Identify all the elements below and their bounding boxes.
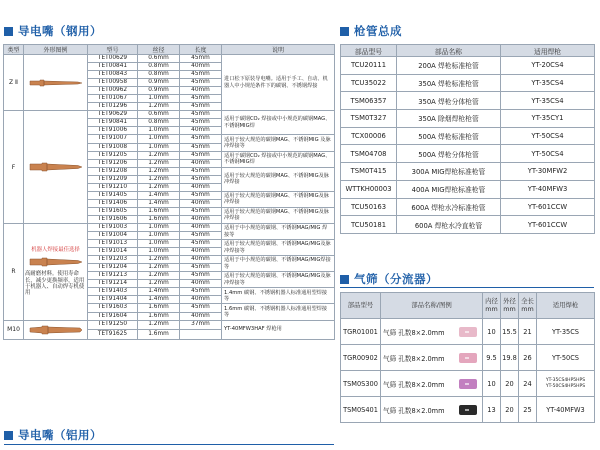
table-header-row bbox=[341, 293, 595, 319]
section-title-nozzle-steel: 导电嘴（钢用） bbox=[4, 22, 102, 40]
type-cell: Z Ⅱ bbox=[4, 55, 24, 111]
wire-diameter-cell: 1.0mm bbox=[138, 240, 180, 248]
gas-diffuser-icon bbox=[457, 377, 479, 391]
model-cell: TET91214 bbox=[88, 280, 138, 288]
length-cell: 45mm bbox=[180, 232, 222, 240]
section-divider bbox=[340, 287, 594, 288]
wire-diameter-cell: 0.6mm bbox=[138, 111, 180, 119]
table-row bbox=[4, 55, 335, 63]
table-row bbox=[341, 127, 595, 145]
square-bullet-icon bbox=[340, 27, 349, 36]
section-divider bbox=[4, 444, 334, 445]
wire-diameter-cell: 1.6mm bbox=[138, 207, 180, 215]
table-row bbox=[341, 319, 595, 345]
wire-diameter-cell: 1.4mm bbox=[138, 199, 180, 207]
highlight-note: 机器人焊接最佳选择 bbox=[31, 247, 80, 254]
length-cell: 45mm bbox=[180, 103, 222, 111]
table-row bbox=[341, 110, 595, 128]
length-cell: 45mm bbox=[180, 119, 222, 127]
table-row bbox=[4, 320, 335, 330]
part-name-wrap bbox=[383, 351, 482, 365]
applicable-gun-cell: YT-35CS4 bbox=[501, 92, 595, 110]
outer-dimension-cell: 15.5 bbox=[501, 319, 519, 345]
part-name-wrap bbox=[383, 377, 482, 391]
applicable-gun-cell: YT-50CS4 bbox=[501, 145, 595, 163]
applicable-gun-cell: YT-40MFW3 bbox=[537, 397, 595, 423]
model-cell: TET00843 bbox=[88, 71, 138, 79]
wire-diameter-cell: 0.6mm bbox=[138, 55, 180, 63]
model-cell: TET91205 bbox=[88, 151, 138, 159]
length-cell: 40mm bbox=[180, 159, 222, 167]
model-cell: TET00841 bbox=[88, 63, 138, 71]
length-cell: 40mm bbox=[180, 199, 222, 207]
length-cell: 40mm bbox=[180, 223, 222, 231]
part-number-cell: WTTKH00003 bbox=[341, 180, 397, 198]
wire-diameter-cell: 1.0mm bbox=[138, 223, 180, 231]
part-name-cell: 350A 焊枪分体枪管 bbox=[397, 92, 501, 110]
outer-dimension-cell: 19.8 bbox=[501, 345, 519, 371]
model-cell: TET00958 bbox=[88, 79, 138, 87]
column-header: 内径mm bbox=[483, 293, 501, 319]
wire-diameter-cell: 1.6mm bbox=[138, 215, 180, 223]
table-row bbox=[341, 145, 595, 163]
length-dimension-cell: 24 bbox=[519, 371, 537, 397]
illustration-cell bbox=[24, 111, 88, 224]
length-cell: 45mm bbox=[180, 151, 222, 159]
wire-diameter-cell: 1.2mm bbox=[138, 280, 180, 288]
column-header: 丝径 bbox=[138, 45, 180, 55]
outer-dimension-cell: 20 bbox=[501, 371, 519, 397]
model-cell: TET91003 bbox=[88, 223, 138, 231]
inner-dimension-cell: 10 bbox=[483, 371, 501, 397]
part-number-cell: TGR00902 bbox=[341, 345, 381, 371]
illustration-cell bbox=[24, 320, 88, 339]
table-row bbox=[341, 180, 595, 198]
part-name-cell: 200A 焊枪标准枪管 bbox=[397, 57, 501, 75]
applicable-gun-cell: YT-601CCW bbox=[501, 198, 595, 216]
wire-diameter-cell: 1.0mm bbox=[138, 143, 180, 151]
part-name-wrap bbox=[383, 325, 482, 339]
wire-diameter-cell: 1.2mm bbox=[138, 103, 180, 111]
table-row bbox=[341, 397, 595, 423]
column-header: 全长mm bbox=[519, 293, 537, 319]
part-number-cell: TCX00006 bbox=[341, 127, 397, 145]
outer-dimension-cell: 20 bbox=[501, 397, 519, 423]
part-name-cell bbox=[381, 371, 483, 397]
length-cell bbox=[180, 330, 222, 340]
table-row bbox=[341, 92, 595, 110]
model-cell: TET91210 bbox=[88, 183, 138, 191]
length-cell: 45mm bbox=[180, 191, 222, 199]
section-title-gas-shield: 气筛（分流器） bbox=[340, 270, 438, 288]
column-header: 部品名称/图例 bbox=[381, 293, 483, 319]
model-cell: TET91250 bbox=[88, 320, 138, 330]
section-title-nozzle-aluminum: 导电嘴（铝用） bbox=[4, 426, 102, 444]
model-cell: TET91603 bbox=[88, 304, 138, 312]
wire-diameter-cell: 0.9mm bbox=[138, 87, 180, 95]
wire-diameter-cell: 0.9mm bbox=[138, 79, 180, 87]
applicable-gun-cell: YT-50CS4 bbox=[501, 127, 595, 145]
model-cell: TET90841 bbox=[88, 119, 138, 127]
length-cell: 40mm bbox=[180, 63, 222, 71]
model-cell: TET91404 bbox=[88, 296, 138, 304]
model-cell: TET91007 bbox=[88, 135, 138, 143]
length-cell: 45mm bbox=[180, 111, 222, 119]
model-cell: TET01296 bbox=[88, 103, 138, 111]
wire-diameter-cell: 1.2mm bbox=[138, 167, 180, 175]
square-bullet-icon bbox=[4, 431, 13, 440]
table-row bbox=[341, 216, 595, 234]
model-cell: TET91203 bbox=[88, 256, 138, 264]
description-cell: 适用于中小规范的碳钢、不锈钢MAG/MIG 焊接等 bbox=[222, 223, 335, 239]
model-cell: TET91013 bbox=[88, 240, 138, 248]
gas-shield-table bbox=[340, 292, 595, 423]
length-cell: 40mm bbox=[180, 127, 222, 135]
part-number-cell: TSM04708 bbox=[341, 145, 397, 163]
table-header-row bbox=[4, 45, 335, 55]
length-cell: 37mm bbox=[180, 320, 222, 330]
part-number-cell: TSM0T327 bbox=[341, 110, 397, 128]
applicable-gun-cell: YT-50CS bbox=[537, 345, 595, 371]
wire-diameter-cell: 0.8mm bbox=[138, 71, 180, 79]
wire-diameter-cell: 1.4mm bbox=[138, 288, 180, 296]
nozzle-illustration bbox=[25, 323, 86, 337]
model-cell: TET91403 bbox=[88, 288, 138, 296]
description-cell: 适用于较大规范的碳钢、不锈钢MAG/MIG及脉冲焊接等 bbox=[222, 272, 335, 288]
part-name-cell bbox=[381, 319, 483, 345]
table-row bbox=[341, 345, 595, 371]
applicable-gun-cell: YT-35CS bbox=[537, 319, 595, 345]
wire-diameter-cell: 1.6mm bbox=[138, 330, 180, 340]
nozzle-steel-table bbox=[3, 44, 335, 340]
nozzle-illustration bbox=[25, 160, 86, 174]
description-cell: 适用于较大规范的碳钢MAG、不锈钢MIG及脉冲焊接 bbox=[222, 167, 335, 191]
applicable-gun-cell bbox=[537, 371, 595, 397]
length-cell: 45mm bbox=[180, 167, 222, 175]
part-name-cell: 350A 焊枪标准枪管 bbox=[397, 74, 501, 92]
wire-diameter-cell: 1.0mm bbox=[138, 135, 180, 143]
length-cell: 45mm bbox=[180, 240, 222, 248]
model-cell: TET91008 bbox=[88, 143, 138, 151]
description-cell: 适用于较大规范的碳钢MAG、不锈钢MIG及脉冲焊接 bbox=[222, 207, 335, 223]
model-cell: TET91604 bbox=[88, 312, 138, 320]
length-cell: 45mm bbox=[180, 272, 222, 280]
table-row bbox=[341, 163, 595, 181]
model-cell: TET91406 bbox=[88, 199, 138, 207]
part-name-wrap bbox=[383, 403, 482, 417]
length-cell: 40mm bbox=[180, 280, 222, 288]
model-cell: TET91004 bbox=[88, 232, 138, 240]
gun-assembly-table bbox=[340, 44, 595, 234]
length-cell: 45mm bbox=[180, 95, 222, 103]
part-number-cell: TSM06357 bbox=[341, 92, 397, 110]
applicable-gun-line: YT-50CS4HP5HPS bbox=[545, 383, 586, 389]
part-name-text: 气筛 孔数8×2.0mm bbox=[383, 354, 445, 363]
length-cell: 40mm bbox=[180, 296, 222, 304]
inner-dimension-cell: 10 bbox=[483, 319, 501, 345]
column-header: 部品型号 bbox=[341, 45, 397, 57]
model-cell: TET91204 bbox=[88, 264, 138, 272]
part-name-cell bbox=[381, 397, 483, 423]
part-name-text: 气筛 孔数8×2.0mm bbox=[383, 328, 445, 337]
applicable-gun-cell: YT-35CY1 bbox=[501, 110, 595, 128]
model-cell: TET91206 bbox=[88, 159, 138, 167]
length-dimension-cell: 26 bbox=[519, 345, 537, 371]
wire-diameter-cell: 1.2mm bbox=[138, 256, 180, 264]
table-row bbox=[4, 223, 335, 231]
model-cell: TET91209 bbox=[88, 175, 138, 183]
applicable-gun-cell: YT-601CCW bbox=[501, 216, 595, 234]
wire-diameter-cell: 1.0mm bbox=[138, 232, 180, 240]
wire-diameter-cell: 1.0mm bbox=[138, 127, 180, 135]
description-cell: 1.4mm 碳钢、不锈钢机器人标准通用型焊接等 bbox=[222, 288, 335, 304]
wire-diameter-cell: 1.2mm bbox=[138, 159, 180, 167]
wire-diameter-cell: 1.6mm bbox=[138, 304, 180, 312]
model-cell: TET91606 bbox=[88, 215, 138, 223]
wire-diameter-cell: 0.8mm bbox=[138, 63, 180, 71]
length-dimension-cell: 25 bbox=[519, 397, 537, 423]
type-cell: M10 bbox=[4, 320, 24, 339]
nozzle-illustration bbox=[25, 76, 86, 90]
nozzle-illustration bbox=[25, 255, 86, 269]
model-cell: TET91213 bbox=[88, 272, 138, 280]
column-header: 外形图例 bbox=[24, 45, 88, 55]
model-cell: TET01067 bbox=[88, 95, 138, 103]
wire-diameter-cell: 1.2mm bbox=[138, 175, 180, 183]
column-header: 长度 bbox=[180, 45, 222, 55]
part-name-cell bbox=[381, 345, 483, 371]
model-cell: TET00629 bbox=[88, 55, 138, 63]
applicable-gun-cell: YT-30MFW2 bbox=[501, 163, 595, 181]
table-row bbox=[4, 111, 335, 119]
description-cell: 进口松下原装导电嘴。适用于手工、自动、机器人中小规范条件下的碳钢、不锈钢焊接 bbox=[222, 55, 335, 111]
model-cell: TET91625 bbox=[88, 330, 138, 340]
applicable-gun-cell: YT-35CS4 bbox=[501, 74, 595, 92]
wire-diameter-cell: 1.2mm bbox=[138, 183, 180, 191]
part-name-cell: 400A MIG焊枪标准枪管 bbox=[397, 180, 501, 198]
part-number-cell: TCU35022 bbox=[341, 74, 397, 92]
part-number-cell: TCU50163 bbox=[341, 198, 397, 216]
length-cell: 40mm bbox=[180, 312, 222, 320]
table-header-row bbox=[341, 45, 595, 57]
description-cell: 适用于碳钢CO₂ 焊接或中小规范的碳钢MAG、不锈钢MIG焊 bbox=[222, 111, 335, 135]
length-cell: 45mm bbox=[180, 175, 222, 183]
length-cell: 45mm bbox=[180, 288, 222, 296]
column-header: 适用焊枪 bbox=[537, 293, 595, 319]
column-header: 型号 bbox=[88, 45, 138, 55]
gas-diffuser-icon bbox=[457, 325, 479, 339]
table-row bbox=[341, 57, 595, 75]
description-cell: 适用于中小规范的碳钢、不锈钢MAG/MIG焊接等 bbox=[222, 256, 335, 272]
part-name-cell: 500A 焊枪分体枪管 bbox=[397, 145, 501, 163]
part-name-cell: 350A 除烟焊枪枪管 bbox=[397, 110, 501, 128]
part-name-cell: 500A 焊枪标准枪管 bbox=[397, 127, 501, 145]
part-number-cell: TSM0S300 bbox=[341, 371, 381, 397]
column-header: 外径mm bbox=[501, 293, 519, 319]
table-row bbox=[341, 74, 595, 92]
wire-diameter-cell: 0.8mm bbox=[138, 119, 180, 127]
model-cell: TET00962 bbox=[88, 87, 138, 95]
part-number-cell: TCU50181 bbox=[341, 216, 397, 234]
length-cell: 40mm bbox=[180, 256, 222, 264]
length-cell: 40mm bbox=[180, 248, 222, 256]
wire-diameter-cell: 1.0mm bbox=[138, 95, 180, 103]
length-cell: 45mm bbox=[180, 79, 222, 87]
type-cell: R bbox=[4, 223, 24, 320]
column-header: 适用焊枪 bbox=[501, 45, 595, 57]
model-cell: TET91605 bbox=[88, 207, 138, 215]
applicable-gun-line: YT-35CS4HP5HPS bbox=[545, 378, 586, 383]
part-name-text: 气筛 孔数8×2.0mm bbox=[383, 406, 445, 415]
description-cell: 适用于较大规范的碳钢MAG、不锈钢MIG 及脉冲焊接等 bbox=[222, 135, 335, 151]
part-name-cell: 300A MIG焊枪标准枪管 bbox=[397, 163, 501, 181]
model-cell: TET91208 bbox=[88, 167, 138, 175]
wire-diameter-cell: 1.2mm bbox=[138, 264, 180, 272]
contact-tip-icon bbox=[28, 160, 84, 174]
wire-diameter-cell: 1.2mm bbox=[138, 272, 180, 280]
inner-dimension-cell: 9.5 bbox=[483, 345, 501, 371]
part-name-text: 气筛 孔数8×2.0mm bbox=[383, 380, 445, 389]
section-title-gun-assembly: 枪管总成 bbox=[340, 22, 402, 40]
applicable-gun-cell: YT-20CS4 bbox=[501, 57, 595, 75]
wire-diameter-cell: 1.2mm bbox=[138, 151, 180, 159]
part-number-cell: TSM0T415 bbox=[341, 163, 397, 181]
column-header: 部品型号 bbox=[341, 293, 381, 319]
column-header: 类型 bbox=[4, 45, 24, 55]
wire-diameter-cell: 1.6mm bbox=[138, 312, 180, 320]
column-header: 部品名称 bbox=[397, 45, 501, 57]
length-cell: 45mm bbox=[180, 55, 222, 63]
length-cell: 45mm bbox=[180, 304, 222, 312]
contact-tip-icon bbox=[28, 255, 84, 269]
type-cell: F bbox=[4, 111, 24, 224]
gas-diffuser-icon bbox=[457, 403, 479, 417]
column-header: 说明 bbox=[222, 45, 335, 55]
length-cell: 45mm bbox=[180, 143, 222, 151]
wire-diameter-cell: 1.4mm bbox=[138, 191, 180, 199]
description-cell: 适用于较大规范的碳钢、不锈钢MAG/MIG及脉冲焊接等 bbox=[222, 240, 335, 256]
length-cell: 40mm bbox=[180, 87, 222, 95]
length-dimension-cell: 21 bbox=[519, 319, 537, 345]
illustration-note: 高耐磨材料。使用寿命长，减少更换频率，适用于机器人、自动焊专机使用 bbox=[25, 271, 85, 297]
contact-tip-icon bbox=[28, 323, 84, 337]
description-cell: 1.6mm 碳钢、不锈钢机器人标准通用型焊接等 bbox=[222, 304, 335, 320]
wire-diameter-cell: 1.4mm bbox=[138, 296, 180, 304]
length-cell: 45mm bbox=[180, 135, 222, 143]
length-cell: 40mm bbox=[180, 215, 222, 223]
length-cell: 45mm bbox=[180, 207, 222, 215]
square-bullet-icon bbox=[340, 275, 349, 284]
description-cell: 适用于碳钢CO₂ 焊接或中小规范的碳钢MAG、不锈钢MIG焊 bbox=[222, 151, 335, 167]
length-cell: 45mm bbox=[180, 71, 222, 79]
length-cell: 45mm bbox=[180, 264, 222, 272]
gas-diffuser-icon bbox=[457, 351, 479, 365]
model-cell: TET91405 bbox=[88, 191, 138, 199]
table-row bbox=[341, 371, 595, 397]
part-number-cell: TGR01001 bbox=[341, 319, 381, 345]
contact-tip-icon bbox=[28, 76, 84, 90]
applicable-gun-cell: YT-40MFW3 bbox=[501, 180, 595, 198]
part-name-cell: 600A 焊枪水冷直枪管 bbox=[397, 216, 501, 234]
table-row bbox=[341, 198, 595, 216]
length-cell: 40mm bbox=[180, 183, 222, 191]
part-name-cell: 600A 焊枪水冷标准枪管 bbox=[397, 198, 501, 216]
part-number-cell: TCU20111 bbox=[341, 57, 397, 75]
description-cell: YT-40MFW3HAF 焊枪用 bbox=[222, 320, 335, 339]
description-cell: 适用于较大规范的碳钢MAG、不锈钢MIG及脉冲焊接 bbox=[222, 191, 335, 207]
model-cell: TET91014 bbox=[88, 248, 138, 256]
inner-dimension-cell: 13 bbox=[483, 397, 501, 423]
model-cell: TET90629 bbox=[88, 111, 138, 119]
wire-diameter-cell: 1.0mm bbox=[138, 248, 180, 256]
illustration-cell bbox=[24, 55, 88, 111]
square-bullet-icon bbox=[4, 27, 13, 36]
model-cell: TET91006 bbox=[88, 127, 138, 135]
part-number-cell: TSM0S401 bbox=[341, 397, 381, 423]
wire-diameter-cell: 1.2mm bbox=[138, 320, 180, 330]
illustration-cell bbox=[24, 223, 88, 320]
